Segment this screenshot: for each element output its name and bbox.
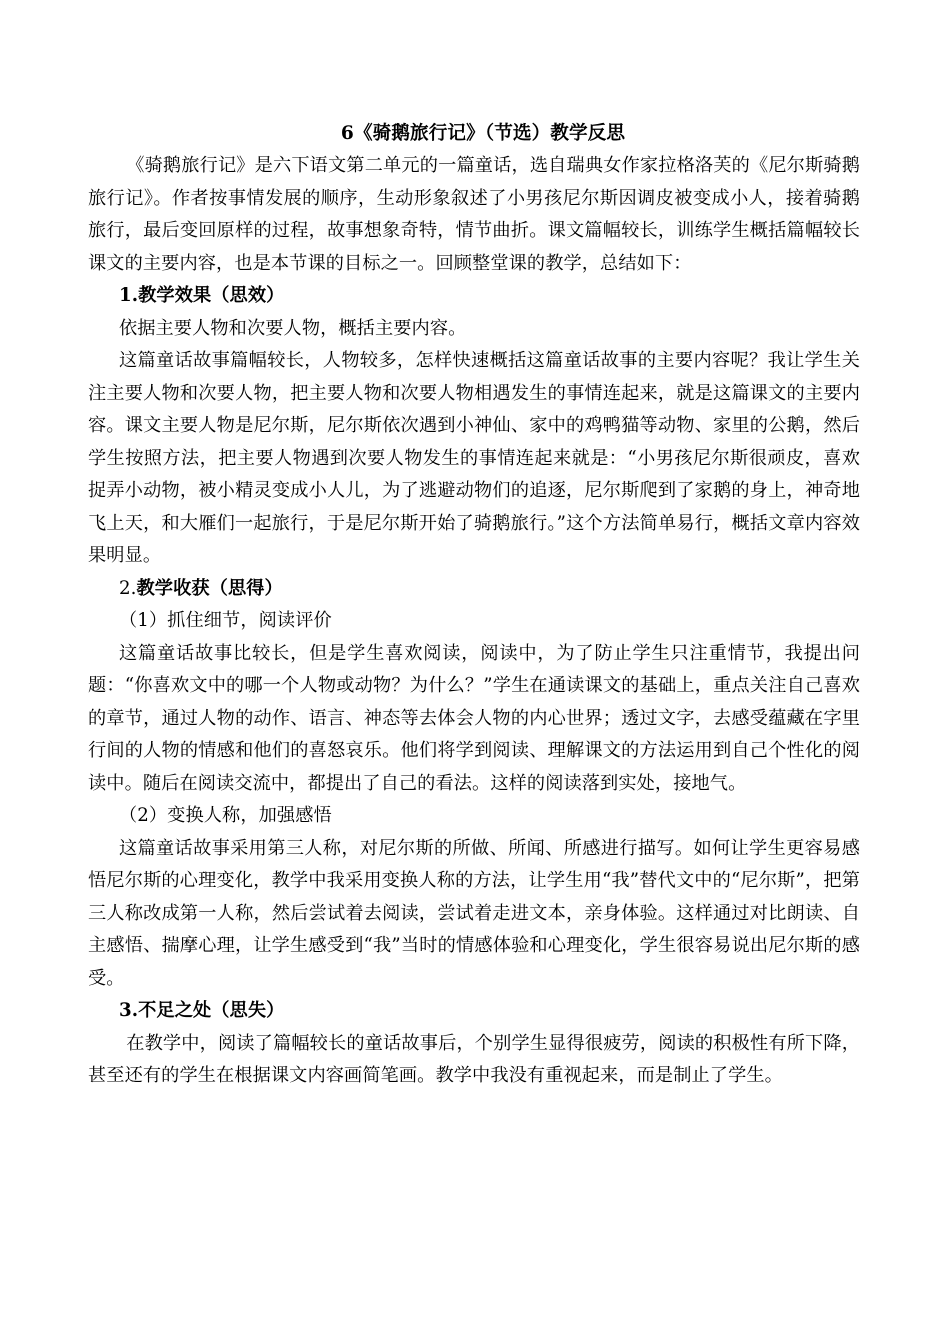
document-page — [88, 118, 860, 1093]
section-2-heading-text: 教学收获（思得） — [136, 577, 283, 599]
section-2-sub1-body: 这篇童话故事比较长，但是学生喜欢阅读，阅读中，为了防止学生只注重情节，我提出问题：“你喜欢文中的哪一个人物或动物？为什么？”学生在通读课文的基础上，重点关注自己喜欢的章节，通过人物的动作、语言、神态等去体会人物的内心世界；透过文字，去感受蕴藏在字里行间的人物的情感和他们的喜怒哀乐。他们将学到阅读、理解课文的方法运用到自己个性化的阅读中。随后在阅读交流中，都提出了自己的看法。这样的阅读落到实处，接地气。 — [88, 642, 860, 794]
section-1-body: 这篇童话故事篇幅较长，人物较多，怎样快速概括这篇童话故事的主要内容呢？我让学生关注主要人物和次要人物，把主要人物和次要人物相遇发生的事情连起来，就是这篇课文的主要内容。课文主要人物是尼尔斯，尼尔斯依次遇到小神仙、家中的鸡鸭猫等动物、家里的公鹅，然后学生按照方法，把主要人物遇到次要人物发生的事情连起来就是：“小男孩尼尔斯很顽皮，喜欢捉弄小动物，被小精灵变成小人儿，为了逃避动物们的追逐，尼尔斯爬到了家鹅的身上，神奇地飞上天，和大雁们一起旅行，于是尼尔斯开始了骑鹅旅行。”这个方法简单易行，概括文章内容效果明显。 — [88, 350, 860, 566]
section-2-sub2-body: 这篇童话故事采用第三人称，对尼尔斯的所做、所闻、所感进行描写。如何让学生更容易感悟尼尔斯的心理变化，教学中我采用变换人称的方法，让学生用“我”替代文中的“尼尔斯”，把第三人称改成第一人称，然后尝试着去阅读，尝试着走进文本，亲身体验。这样通过对比朗读、自主感悟、揣摩心理，让学生感受到“我”当时的情感体验和心理变化，学生很容易说出尼尔斯的感受。 — [88, 837, 860, 989]
document-title: 6《骑鹅旅行记》（节选）教学反思 — [340, 123, 626, 144]
section-1-lead: 依据主要人物和次要人物，概括主要内容。 — [118, 317, 467, 339]
section-2-heading-number: 2. — [118, 577, 137, 599]
section-2-sub1-title: （1）抓住细节，阅读评价 — [118, 610, 332, 631]
section-3-heading: 3.不足之处（思失） — [118, 1000, 285, 1021]
section-1-heading: 1.教学效果（思效） — [118, 285, 285, 306]
section-2-sub2-title: （2）变换人称，加强感悟 — [118, 805, 332, 826]
section-2-heading — [88, 573, 860, 606]
section-3-body: 在教学中，阅读了篇幅较长的童话故事后，个别学生显得很疲劳，阅读的积极性有所下降，甚至还有的学生在根据课文内容画简笔画。教学中我没有重视起来，而是制止了学生。 — [88, 1032, 860, 1086]
intro-paragraph: 《骑鹅旅行记》是六下语文第二单元的一篇童话，选自瑞典女作家拉格洛芙的《尼尔斯骑鹅旅行记》。作者按事情发展的顺序，生动形象叙述了小男孩尼尔斯因调皮被变成小人，接着骑鹅旅行，最后变回原样的过程，故事想象奇特，情节曲折。课文篇幅较长，训练学生概括篇幅较长课文的主要内容，也是本节课的目标之一。回顾整堂课的教学，总结如下： — [88, 155, 860, 274]
